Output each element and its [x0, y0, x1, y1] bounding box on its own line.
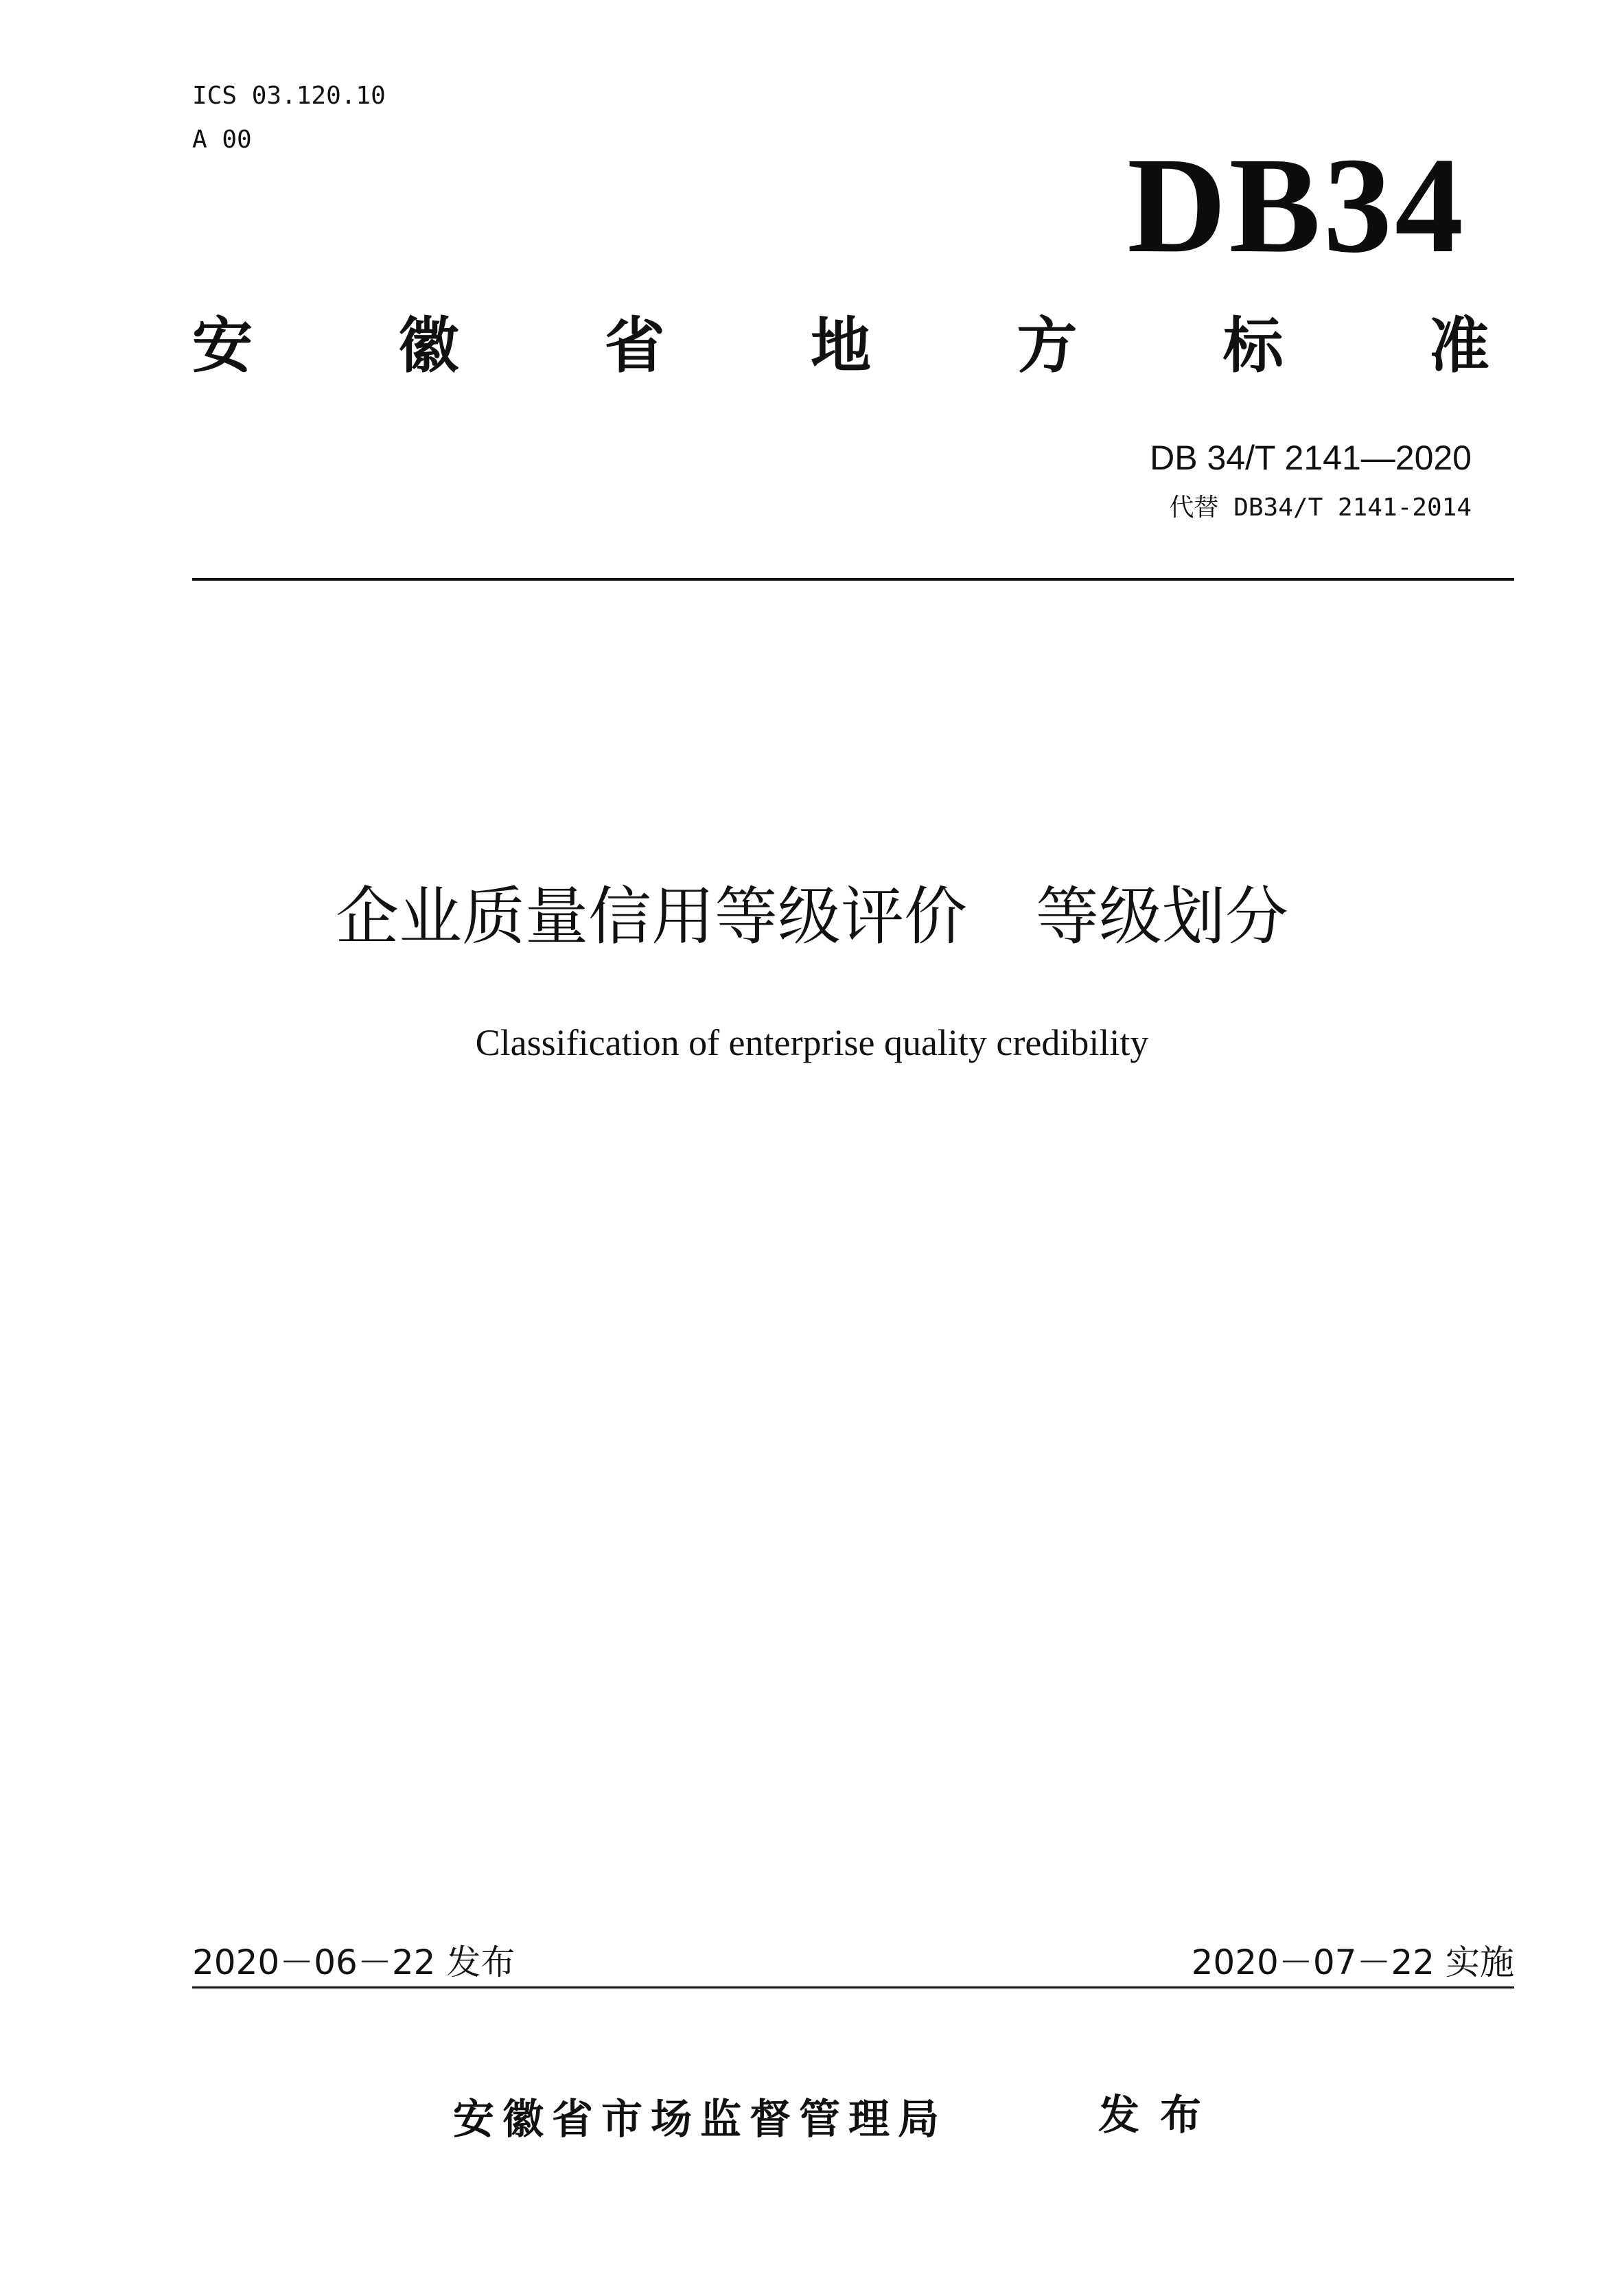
- title-part-1: 企业质量信用等级评价: [335, 880, 967, 953]
- implement-date: 2020－07－22 实施: [1191, 1943, 1514, 1982]
- standard-number: DB 34/T 2141—2020: [1150, 439, 1472, 477]
- issuing-authority: 安徽省市场监督管理局: [453, 2096, 947, 2144]
- english-title: Classification of enterprise quality credibility: [475, 1022, 1149, 1063]
- standard-type-char: 标: [1222, 310, 1284, 381]
- top-divider: [192, 578, 1514, 581]
- standard-type-char: 地: [810, 310, 871, 381]
- ccs-code: A 00: [192, 126, 252, 154]
- standard-type-char: 方: [1017, 310, 1078, 381]
- title-part-2: 等级划分: [1036, 880, 1289, 953]
- db-code-logo: DB34: [1127, 130, 1466, 281]
- standard-type-char: 省: [604, 310, 665, 381]
- publish-date: 2020－06－22 发布: [192, 1943, 515, 1982]
- issue-action: 发布: [1098, 2091, 1222, 2140]
- standard-type-char: 安: [192, 310, 253, 381]
- standard-type-char: 徽: [398, 310, 459, 381]
- ics-code: ICS 03.120.10: [192, 82, 386, 110]
- replaces-standard: 代替 DB34/T 2141-2014: [1169, 494, 1472, 522]
- bottom-divider: [192, 1986, 1514, 1988]
- document-title: [0, 880, 1624, 953]
- standard-type-title: [192, 310, 1489, 381]
- standard-type-char: 准: [1428, 310, 1489, 381]
